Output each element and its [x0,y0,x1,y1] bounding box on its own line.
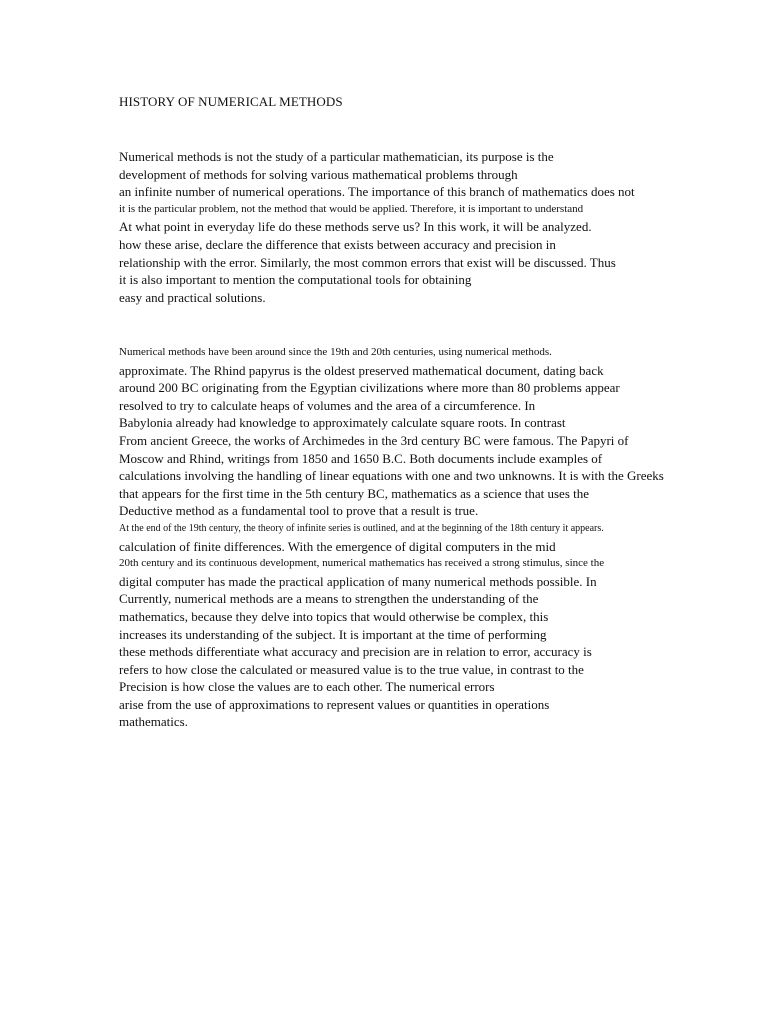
text-line: From ancient Greece, the works of Archimedes in the 3rd century BC were famous. The Papyri of [119,432,629,448]
text-line: an infinite number of numerical operations. The importance of this branch of mathematics does not [119,184,635,200]
text-line: these methods differentiate what accuracy and precision are in relation to error, accuracy is [119,644,592,660]
text-line: Moscow and Rhind, writings from 1850 and 1650 B.C. Both documents include examples of [119,450,603,466]
text-line: resolved to try to calculate heaps of volumes and the area of a circumference. In [119,397,536,413]
text-line: Numerical methods have been around since the 19th and 20th centuries, using numerical methods. [119,346,552,358]
text-line: that appears for the first time in the 5th century BC, mathematics as a science that uses the [119,485,590,501]
text-line: Currently, numerical methods are a means to strengthen the understanding of the [119,591,539,607]
text-line: around 200 BC originating from the Egyptian civilizations where more than 80 problems appear [119,380,620,396]
text-line: relationship with the error. Similarly, the most common errors that exist will be discussed. Thus [119,254,616,270]
text-line: Babylonia already had knowledge to approximately calculate square roots. In contrast [119,415,566,431]
text-line: it is the particular problem, not the method that would be applied. Therefore, it is important to understand [119,202,584,215]
text-line: mathematics, because they delve into topics that would otherwise be complex, this [119,608,549,624]
text-line: digital computer has made the practical application of many numerical methods possible. In [119,573,597,589]
paragraph-introduction [119,148,719,306]
text-line: mathematics. [119,714,188,730]
text-line: easy and practical solutions. [119,289,266,305]
text-line: approximate. The Rhind papyrus is the oldest preserved mathematical document, dating back [119,362,604,378]
text-line: At the end of the 19th century, the theory of infinite series is outlined, and at the beginning of the 18th century it appears. [119,522,604,534]
text-line: 20th century and its continuous development, numerical mathematics has received a strong stimulus, since the [119,557,605,570]
text-line: arise from the use of approximations to represent values or quantities in operations [119,696,550,712]
text-line: Precision is how close the values are to each other. The numerical errors [119,679,495,695]
text-line: development of methods for solving various mathematical problems through [119,166,518,182]
paragraph-history [119,344,719,731]
text-line: At what point in everyday life do these methods serve us? In this work, it will be analyzed. [119,219,592,235]
text-line: refers to how close the calculated or measured value is to the true value, in contrast to the [119,661,584,677]
text-line: calculations involving the handling of linear equations with one and two unknowns. It is with the Greeks [119,468,664,484]
text-line: Deductive method as a fundamental tool to prove that a result is true. [119,503,479,519]
document-title: HISTORY OF NUMERICAL METHODS [119,94,343,109]
text-line: how these arise, declare the difference that exists between accuracy and precision in [119,236,556,252]
text-line: calculation of finite differences. With the emergence of digital computers in the mid [119,538,556,554]
text-line: increases its understanding of the subject. It is important at the time of performing [119,626,547,642]
text-line: Numerical methods is not the study of a particular mathematician, its purpose is the [119,149,554,164]
text-line: it is also important to mention the computational tools for obtaining [119,272,472,288]
